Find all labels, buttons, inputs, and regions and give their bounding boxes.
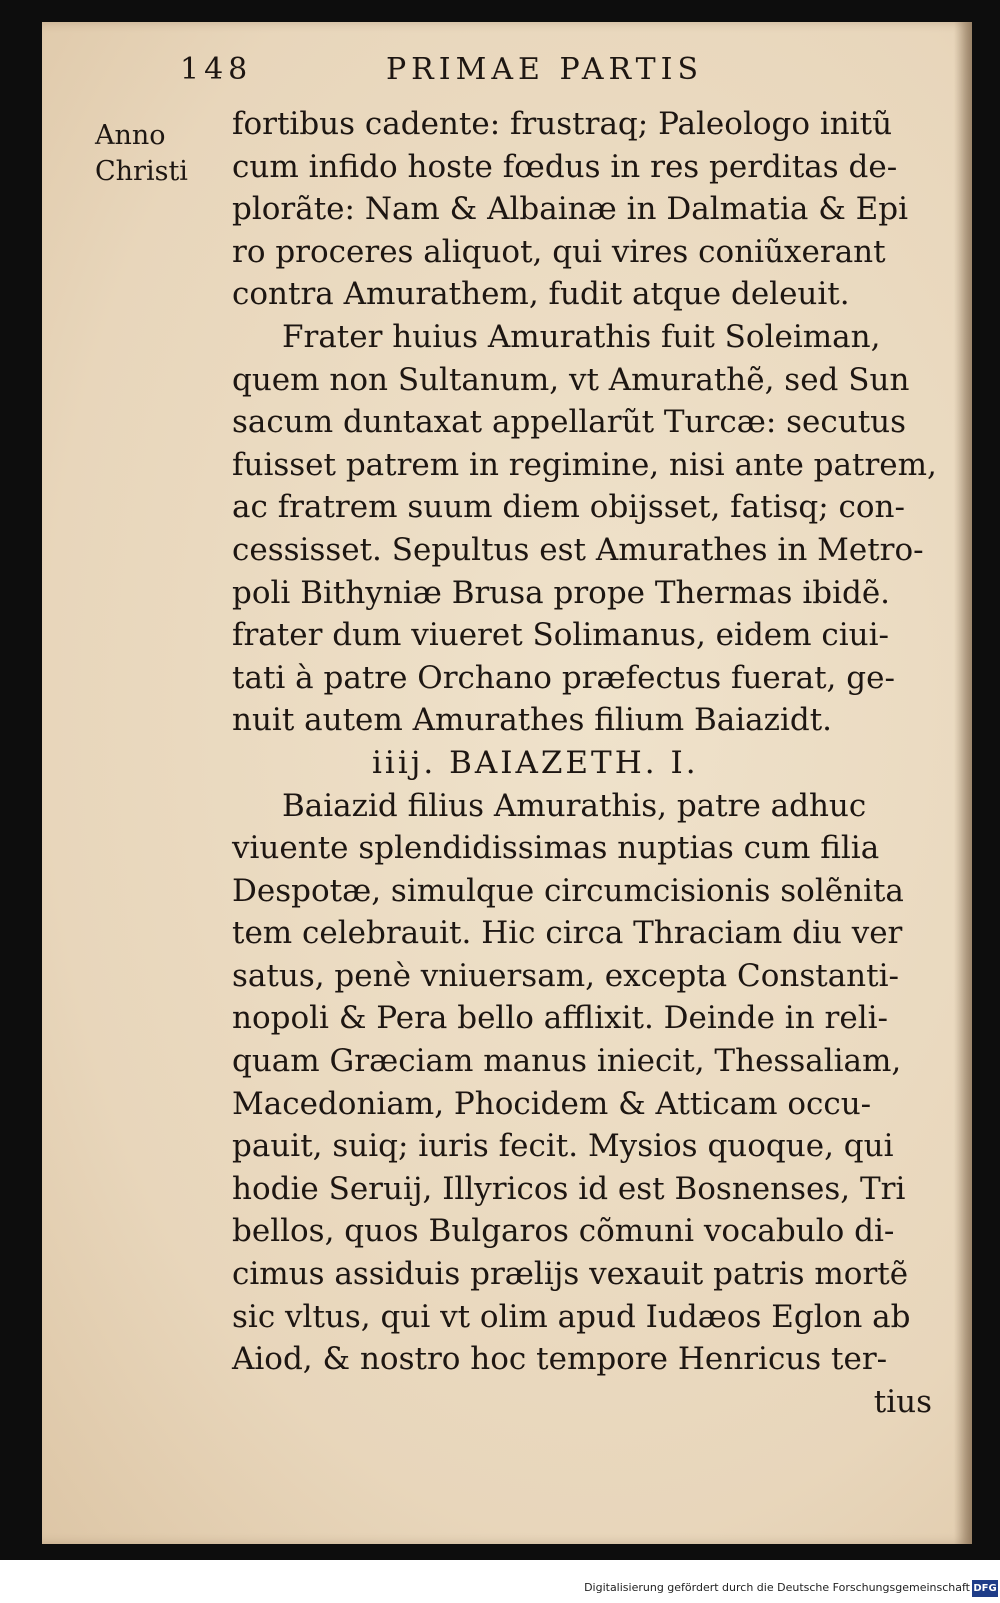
text-line: fortibus cadente: frustraq; Paleologo initũ: [232, 106, 893, 142]
text-line: cimus assiduis prælijs vexauit patris mortẽ: [232, 1256, 909, 1293]
paragraph-start-line: Baiazid filius Amurathis, patre adhuc: [282, 787, 867, 824]
text-line: quem non Sultanum, vt Amurathẽ, sed Sun: [232, 361, 910, 398]
text-line: plorãte: Nam & Albainæ in Dalmatia & Epi: [232, 191, 909, 228]
dfg-logo: DFG: [972, 1580, 998, 1597]
text-line: nuit autem Amurathes filium Baiazidt.: [232, 702, 833, 739]
text-line: satus, penè vniuersam, excepta Constanti-: [232, 957, 899, 994]
paragraph-start-line: Frater huius Amurathis fuit Soleiman,: [282, 318, 881, 355]
text-line: Despotæ, simulque circumcisionis solẽnita: [232, 872, 904, 909]
text-line: Macedoniam, Phocidem & Atticam occu-: [232, 1085, 872, 1122]
text-line: tem celebrauit. Hic circa Thraciam diu ver: [232, 915, 903, 952]
funding-credit: Digitalisierung gefördert durch die Deutsche Forschungsgemeinschaft: [584, 1581, 970, 1594]
text-line: cessisset. Sepultus est Amurathes in Metro-: [232, 531, 924, 568]
text-line: fuisset patrem in regimine, nisi ante patrem,: [232, 446, 937, 483]
text-line: hodie Seruij, Illyricos id est Bosnenses, Tri: [232, 1170, 906, 1207]
page-number: 148: [180, 52, 253, 87]
section-title: iiij. BAIAZETH. I.: [372, 744, 699, 781]
page-edge-shadow: [954, 22, 972, 1544]
page-header: [180, 52, 740, 102]
body-text: [232, 103, 937, 1423]
text-line: quam Græciam manus iniecit, Thessaliam,: [232, 1043, 902, 1080]
text-line: cum infido hoste fœdus in res perditas de-: [232, 148, 898, 185]
catchword: tius: [873, 1383, 932, 1420]
text-line: Aiod, & nostro hoc tempore Henricus ter-: [232, 1341, 888, 1378]
text-line: poli Bithyniæ Brusa prope Thermas ibidẽ.: [232, 574, 891, 611]
text-line: ro proceres aliquot, qui vires coniũxerant: [232, 233, 886, 270]
text-line: bellos, quos Bulgaros cõmuni vocabulo di-: [232, 1213, 895, 1250]
text-line: viuente splendidissimas nuptias cum filia: [232, 830, 880, 867]
text-line: ac fratrem suum diem obijsset, fatisq; con-: [232, 489, 905, 526]
running-head: PRIMAE PARTIS: [386, 52, 704, 87]
text-line: tati à patre Orchano præfectus fuerat, ge-: [232, 659, 895, 696]
margin-note: [95, 118, 205, 190]
margin-note-line: Christi: [95, 156, 188, 187]
text-line: pauit, suiq; iuris fecit. Mysios quoque, qui: [232, 1128, 894, 1165]
text-line: sacum duntaxat appellarũt Turcæ: secutus: [232, 404, 907, 441]
footer-bar: [0, 1579, 1000, 1603]
margin-note-line: Anno: [95, 120, 166, 151]
text-line: sic vltus, qui vt olim apud Iudæos Eglon ab: [232, 1298, 911, 1335]
text-line: nopoli & Pera bello afflixit. Deinde in reli-: [232, 1000, 888, 1037]
text-line: frater dum viueret Solimanus, eidem ciui-: [232, 617, 890, 654]
text-line: contra Amurathem, fudit atque deleuit.: [232, 276, 850, 313]
